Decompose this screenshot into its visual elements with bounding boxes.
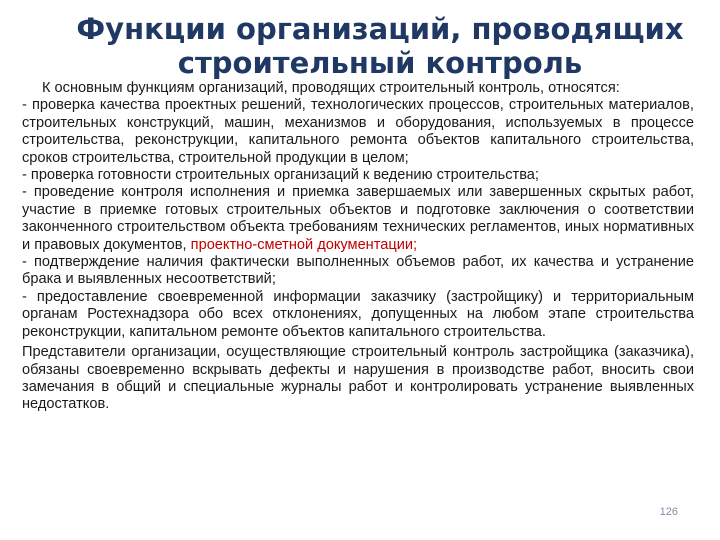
function-item-3-text: - проведение контроля исполнения и приемка завершаемых или завершенных скрытых работ, участие в приемке готовых строительных объектов и подготовке заключения о соответствии законченного строительством объекта требованиям технических регламентов, иных нормативных и правовых документов, xyxy=(22,184,694,253)
slide-title: Функции организаций, проводящих строительный контроль xyxy=(76,12,684,80)
function-item-3-accent: проектно-сметной документации; xyxy=(190,236,418,253)
intro-paragraph: К основным функциям организаций, проводящих строительный контроль, относятся: xyxy=(42,80,620,96)
function-item-5: - предоставление своевременной информации заказчику (застройщику) и территориальным органам Ростехнадзора обо всех отклонениях, допущенных на любом этапе строительства реконструкции, капитальном ремонте объектов капитального строительства. xyxy=(22,288,694,340)
function-item-3 xyxy=(22,184,694,254)
closing-paragraph: Представители организации, осуществляющие строительный контроль застройщика (заказчика), обязаны своевременно вскрывать дефекты и нарушения в производстве работ, вносить свои замечания в общий и специальные журналы работ и контролировать устранение выявленных недостатков. xyxy=(22,344,694,413)
function-item-1: - проверка качества проектных решений, технологических процессов, строительных материалов, строительных конструкций, машин, механизмов и оборудования, используемых в процессе строительства, реконструкции, капитального ремонта объектов капитального строительства, сроков строительства, строительной продукции в целом; xyxy=(22,97,694,166)
slide-body xyxy=(22,80,694,414)
page-number: 126 xyxy=(659,506,678,518)
function-item-2: - проверка готовности строительных организаций к ведению строительства; xyxy=(22,167,539,184)
function-item-4: - подтверждение наличия фактически выполненных объемов работ, их качества и устранение брака и выявленных несоответствий; xyxy=(22,254,694,288)
